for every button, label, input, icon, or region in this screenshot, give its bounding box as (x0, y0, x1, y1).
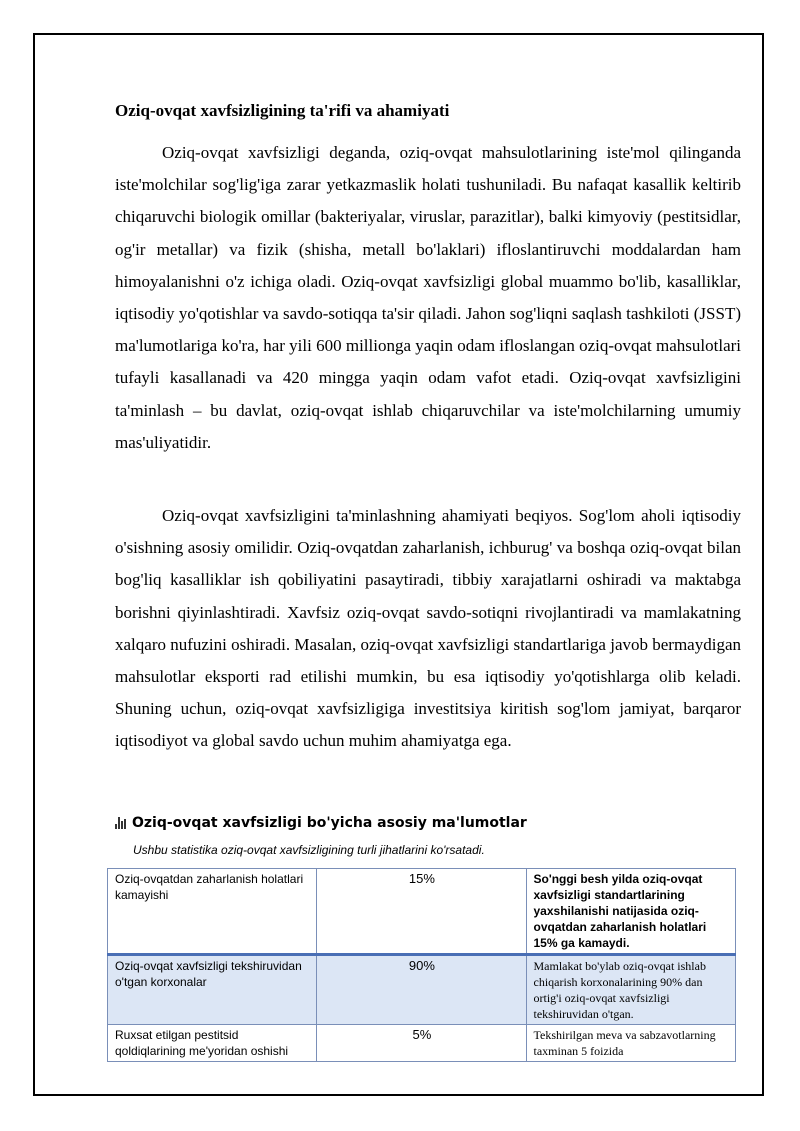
section-heading: Oziq-ovqat xavfsizligining ta'rifi va ahamiyati (115, 101, 450, 120)
row-label: Oziq-ovqat xavfsizligi tekshiruvidan o'tgan korxonalar (108, 955, 317, 1025)
row-description: Tekshirilgan meva va sabzavotlarning taxminan 5 foizida (526, 1025, 736, 1062)
row-value: 15% (317, 869, 526, 955)
paragraph-definition: Oziq-ovqat xavfsizligi deganda, oziq-ovqat mahsulotlarining iste'mol qilinganda iste'molchilar sog'lig'iga zarar yetkazmaslik holati tushuniladi. Bu nafaqat kasallik keltirib chiqaruvchi biologik omillar (bakteriyalar, viruslar, parazitlar), balki kimyoviy (pestitsidlar, og'ir metallar) va fizik (shisha, metall bo'laklari) ifloslantiruvchi moddalardan ham himoyalanishni o'z ichiga oladi. Oziq-ovqat xavfsizligi global muammo bo'lib, kasalliklar, iqtisodiy yo'qotishlar va savdo-sotiqqa ta'sir qiladi. Jahon sog'liqni saqlash tashkiloti (JSST) ma'lumotlariga ko'ra, har yili 600 millionga yaqin odam ifloslangan oziq-ovqat mahsulotlari tufayli kasallanadi va 420 mingga yaqin odam vafot etadi. Oziq-ovqat xavfsizligini ta'minlash – bu davlat, oziq-ovqat ishlab chiqaruvchilar va iste'molchilarning umumiy mas'uliyatidir. (115, 143, 742, 452)
stats-title: Oziq-ovqat xavfsizligi bo'yicha asosiy ma'lumotlar (132, 815, 527, 831)
stats-heading (115, 815, 527, 831)
table-row (108, 869, 736, 955)
row-label: Ruxsat etilgan pestitsid qoldiqlarining me'yoridan oshishi (108, 1025, 317, 1062)
stats-subtitle: Ushbu statistika oziq-ovqat xavfsizligining turli jihatlarini ko'rsatadi. (133, 843, 485, 857)
stats-table (107, 868, 736, 1062)
row-description: Mamlakat bo'ylab oziq-ovqat ishlab chiqarish korxonalarining 90% dan ortig'i oziq-ovqat xavfsizligi tekshiruvidan o'tgan. (526, 955, 736, 1025)
row-value: 90% (317, 955, 526, 1025)
paragraph-importance: Oziq-ovqat xavfsizligini ta'minlashning ahamiyati beqiyos. Sog'lom aholi iqtisodiy o'sishning asosiy omilidir. Oziq-ovqatdan zaharlanish, ichburug' va boshqa oziq-ovqat bilan bog'liq kasalliklar ish qobiliyatini pasaytiradi, tibbiy xarajatlarni oshiradi va maktabga borishni qiyinlashtiradi. Xavfsiz oziq-ovqat savdo-sotiqni rivojlantiradi va mamlakatning xalqaro nufuzini oshiradi. Masalan, oziq-ovqat xavfsizligi standartlariga javob bermaydigan mahsulotlar eksporti rad etilishi mumkin, bu esa iqtisodiy yo'qotishlarga olib keladi. Shuning uchun, oziq-ovqat xavfsizligiga investitsiya kiritish sog'lom jamiyat, barqaror iqtisodiyot va global savdo uchun muhim ahamiyatga ega. (115, 506, 741, 751)
table-row (108, 1025, 736, 1062)
bar-chart-icon (115, 817, 126, 829)
table-row (108, 955, 736, 1025)
row-description: So'nggi besh yilda oziq-ovqat xavfsizligi standartlarining yaxshilanishi natijasida oziq-ovqatdan zaharlanish holatlari 15% ga kamaydi. (526, 869, 736, 955)
row-value: 5% (317, 1025, 526, 1062)
row-label: Oziq-ovqatdan zaharlanish holatlari kamayishi (108, 869, 317, 955)
